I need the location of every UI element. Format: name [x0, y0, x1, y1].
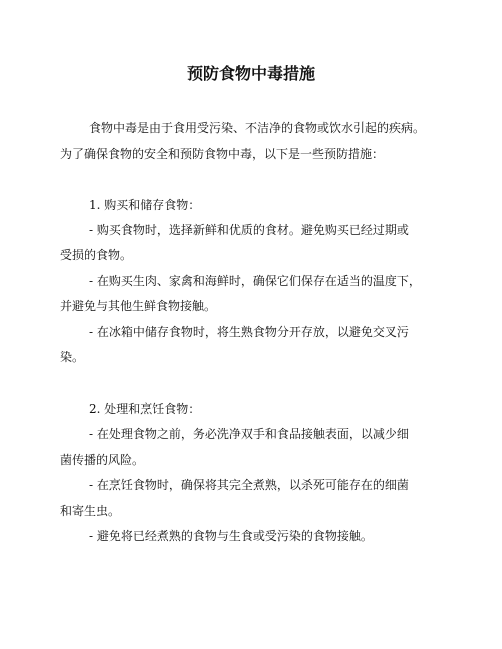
section-2-item-1-line-2: 菌传播的风险。 — [60, 453, 145, 467]
section-2-item-3-line-1: - 避免将已经煮熟的食物与生食或受污染的食物接触。 — [89, 529, 373, 543]
section-1-item-3-line-2: 染。 — [60, 350, 85, 364]
section-2-item-2-line-1: - 在烹饪食物时，确保将其完全煮熟，以杀死可能存在的细菌 — [89, 478, 409, 492]
document-title: 预防食物中毒措施 — [186, 64, 315, 83]
section-2-heading: 2. 处理和烹饪食物： — [89, 402, 201, 416]
section-1-item-1-line-1: - 购买食物时，选择新鲜和优质的食材。避免购买已经过期或 — [89, 223, 409, 237]
section-2-item-1-line-1: - 在处理食物之前，务必洗净双手和食品接触表面，以减少细 — [89, 427, 409, 441]
section-1-heading: 1. 购买和储存食物： — [89, 198, 201, 212]
section-1-item-2-line-2: 并避免与其他生鲜食物接触。 — [60, 299, 217, 313]
section-1-item-2-line-1: - 在购买生肉、家禽和海鲜时，确保它们保存在适当的温度下， — [89, 274, 421, 288]
section-2-item-2-line-2: 和寄生虫。 — [60, 504, 121, 518]
section-1-item-1-line-2: 受损的食物。 — [60, 248, 133, 262]
intro-line-1: 食物中毒是由于食用受污染、不洁净的食物或饮水引起的疾病。 — [89, 121, 426, 135]
intro-line-2: 为了确保食物的安全和预防食物中毒，以下是一些预防措施： — [60, 147, 385, 161]
section-1-item-3-line-1: - 在冰箱中储存食物时，将生熟食物分开存放，以避免交叉污 — [89, 325, 409, 339]
